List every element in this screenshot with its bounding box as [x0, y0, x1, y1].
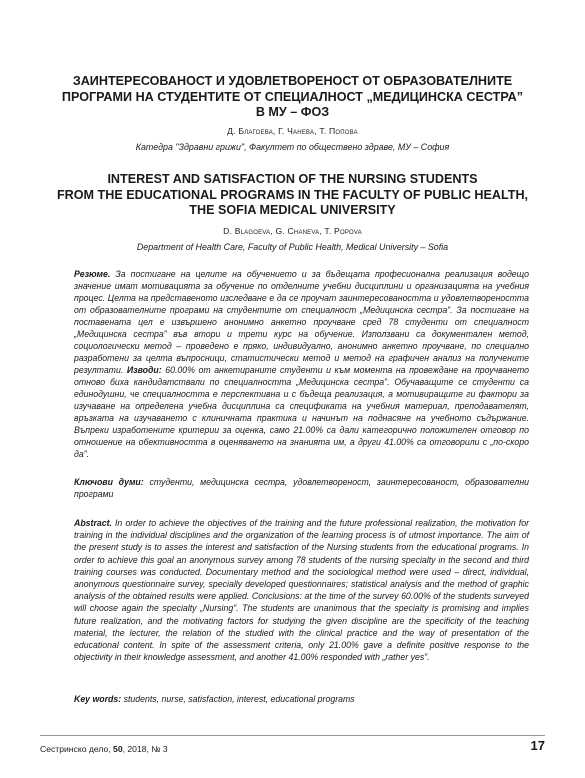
- page-number: 17: [530, 738, 545, 753]
- journal-year-issue: , 2018, № 3: [122, 744, 168, 754]
- english-affiliation: Department of Health Care, Faculty of Public Health, Medical University – Sofia: [136, 242, 449, 252]
- english-abstract: [74, 517, 529, 663]
- bulgarian-abstract-text-2: 60.00% от анкетираните студенти и към момента на провеждане на проучването отново биха кандидатствали по специалността „Медицинска сестра”. Обучаващите се студенти са единодушни, че специалността е перспективна и с бъдеща реализация, а мотивиращите ги фактори за изучаване на определена учебна дисциплина са спецификата на учебния материал, преподавателят, връзката на изучаването с клиничната практика и начинът на поднасяне на учебното съдържание. Въпреки изработените критерии за оценка, само 21.00% са дали категорично положителен отговор по отношение на обективността в оценяването на знанията им, а други 41.00% са отговорили с „по-скоро да”.: [74, 365, 529, 459]
- bulgarian-authors: Д. Благоева, Г. Чанева, Т. Попова: [227, 126, 358, 136]
- bulgarian-title-line-3: В МУ – ФОЗ: [255, 105, 330, 119]
- bulgarian-keywords-text: студенти, медицинска сестра, удовлетвореност, заинтересованост, образователни програми: [74, 477, 529, 499]
- footer-divider: [40, 735, 545, 736]
- journal-volume: 50: [113, 744, 123, 754]
- english-title-line-2: FROM THE EDUCATIONAL PROGRAMS IN THE FACULTY OF PUBLIC HEALTH,: [56, 187, 529, 202]
- journal-citation: [40, 744, 168, 755]
- bulgarian-abstract-text-1: За постигане на целите на обучението и за бъдещата професионална реализация водещо значение имат мотивацията за обучение по отделните учебни дисциплини и организацията на учебния процес. Целта на представеното изследване е да се проучат заинтересоваността и удовлетвореността от образователните програми на студентите от специалност „Медицинска сестра”. За постигане на поставената цел е извършено анонимно анкетно проучване сред 78 студенти от специалност „Медицинска сестра” във втори и трети курс на обучение. Използвани са документален метод, социологически метод – проведено е пряко, индивидуално, анонимно анкетно проучване, по специално разработени за целта въпросници, статистически метод и метод на графичен анализ на получените резултати.: [74, 269, 529, 375]
- bulgarian-keywords-label: Ключови думи:: [74, 477, 144, 487]
- english-abstract-label: Abstract.: [74, 518, 112, 528]
- english-title: [40, 172, 545, 219]
- bulgarian-title-line-2: ПРОГРАМИ НА СТУДЕНТИТЕ ОТ СПЕЦИАЛНОСТ „МЕДИЦИНСКА СЕСТРА”: [61, 89, 524, 104]
- bulgarian-keywords: [74, 476, 529, 500]
- journal-name: Сестринско дело,: [40, 744, 111, 754]
- english-title-line-3: THE SOFIA MEDICAL UNIVERSITY: [189, 203, 396, 217]
- english-authors: D. Blagoeva, G. Chaneva, T. Popova: [223, 226, 362, 236]
- english-keywords-label: Key words:: [74, 694, 122, 704]
- english-abstract-text: In order to achieve the objectives of the training and the future professional realization, the motivation for training in the individual disciplines and the organization of the learning process is of utmost importance. The aim of the present study is to asses the interest and satisfaction of the Nursing students from the educational programs. In order to achieve this goal an anonymous survey among 78 students of the nursing specialty in the second and third training courses was conducted. Documentary method and the sociological method were used – direct, individual, anonymous questionnaire survey, specially developed questionnaires; statistical analysis and the method of graphic analysis of the obtained results were applied. Conclusions: at the time of the survey 60.00% of the students surveyed will choose again the specialty „Nursing”. The students are unanimous that the specialty is promising and implies future realization, and the motivating factors for studying the given discipline are the specificity of the teaching material, the lecturer, the relation of the studied with the clinical practice and the way of presentation of the educational content. In spite of the assessment criteria, only 21.00% gave a definite positive response to the objectivity in their knowledge assessment, and another 41.00% responded with „rather yes”.: [74, 518, 529, 663]
- bulgarian-title-line-1: ЗАИНТЕРЕСОВАНОСТ И УДОВЛЕТВОРЕНОСТ ОТ ОБРАЗОВАТЕЛНИТЕ: [72, 74, 513, 88]
- english-keywords-text: students, nurse, satisfaction, interest, educational programs: [123, 694, 355, 704]
- bulgarian-title: [40, 74, 545, 121]
- bulgarian-abstract-label: Резюме.: [74, 269, 111, 279]
- bulgarian-affiliation: Катедра "Здравни грижи", Факултет по обществено здраве, МУ – София: [135, 142, 450, 152]
- english-keywords: [74, 693, 529, 705]
- english-title-line-1: INTEREST AND SATISFACTION OF THE NURSING STUDENTS: [107, 172, 478, 186]
- bulgarian-abstract: [74, 268, 529, 460]
- bulgarian-conclusions-label: Изводи:: [126, 365, 162, 375]
